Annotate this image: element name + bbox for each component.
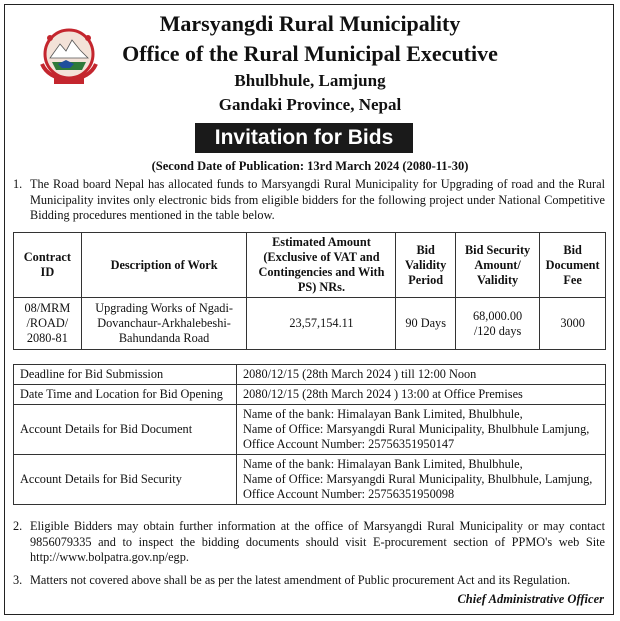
description-cell: Upgrading Works of Ngadi-Dovanchaur-Arkhalebeshi-Bahundanda Road (81, 298, 247, 350)
paragraph-3 (13, 573, 605, 589)
paragraph-number: 2. (13, 519, 23, 533)
bank-name: Name of the bank: Himalayan Bank Limited, Bhulbhule, (243, 457, 523, 471)
paragraph-2 (13, 519, 605, 566)
deadline-value: 2080/12/15 (28th March 2024 ) till 12:00 Noon (237, 365, 606, 385)
security-cell (455, 298, 539, 350)
invitation-banner: Invitation for Bids (195, 123, 413, 153)
security-account-value (237, 455, 606, 505)
office-name-line: Name of Office: Marsyangdi Rural Municipality, Bhulbhule Lamjung, (243, 422, 590, 436)
bid-table-header (14, 233, 606, 298)
col-contract-id: Contract ID (14, 233, 82, 298)
table-row (14, 298, 606, 350)
col-document-fee: Bid Document Fee (540, 233, 606, 298)
bid-table (13, 232, 606, 350)
table-row (14, 405, 606, 455)
office-name-line: Name of Office: Marsyangdi Rural Municipality, Bhulbhule, Lamjung, (243, 472, 593, 486)
table-row (14, 365, 606, 385)
publication-date: (Second Date of Publication: 13rd March 2024 (2080-11-30) (151, 159, 469, 173)
office-name: Office of the Rural Municipal Executive (122, 41, 498, 66)
col-bid-validity: Bid Validity Period (396, 233, 455, 298)
paragraph-number: 3. (13, 573, 23, 587)
signature-title: Chief Administrative Officer (457, 592, 604, 606)
account-number: Office Account Number: 25756351950098 (243, 487, 455, 501)
validity-cell: 90 Days (396, 298, 455, 350)
paragraph-number: 1. (13, 177, 23, 191)
table-row (14, 385, 606, 405)
col-description: Description of Work (81, 233, 247, 298)
document-account-label: Account Details for Bid Document (14, 405, 237, 455)
security-validity: /120 days (473, 323, 522, 338)
municipality-name: Marsyangdi Rural Municipality (159, 11, 461, 36)
deadline-label: Deadline for Bid Submission (14, 365, 237, 385)
security-amount: 68,000.00 (472, 308, 523, 323)
document-account-value (237, 405, 606, 455)
paragraph-text: Matters not covered above shall be as per the latest amendment of Public procurement Act and its Regulation. (30, 573, 571, 587)
province-line: Gandaki Province, Nepal (218, 95, 402, 114)
paragraph-text: Eligible Bidders may obtain further information at the office of Marsyangdi Rural Municipality or may contact 9856079335 and to inspect the bidding documents should visit E-procurement section of PPMO's web Site http://www.bolpatra.gov.np/egp. (30, 519, 605, 564)
amount-cell: 23,57,154.11 (247, 298, 396, 350)
account-number: Office Account Number: 25756351950147 (243, 437, 455, 451)
info-table (13, 364, 606, 505)
fee-cell: 3000 (540, 298, 606, 350)
table-row (14, 455, 606, 505)
opening-value: 2080/12/15 (28th March 2024 ) 13:00 at Office Premises (237, 385, 606, 405)
col-bid-security: Bid Security Amount/ Validity (455, 233, 539, 298)
paragraph-text: The Road board Nepal has allocated funds to Marsyangdi Rural Municipality for Upgrading of road and the Rural Municipality invites only electronic bids from eligible bidders for the following project under National Competitive Bidding procedures mentioned in the table below. (30, 177, 605, 222)
bank-name: Name of the bank: Himalayan Bank Limited, Bhulbhule, (243, 407, 523, 421)
paragraph-1 (13, 177, 605, 224)
opening-label: Date Time and Location for Bid Opening (14, 385, 237, 405)
contract-id-cell: 08/MRM /ROAD/ 2080-81 (14, 298, 82, 350)
security-account-label: Account Details for Bid Security (14, 455, 237, 505)
col-estimated-amount: Estimated Amount (Exclusive of VAT and Contingencies and With PS) NRs. (247, 233, 396, 298)
address-line: Bhulbhule, Lamjung (234, 71, 386, 90)
